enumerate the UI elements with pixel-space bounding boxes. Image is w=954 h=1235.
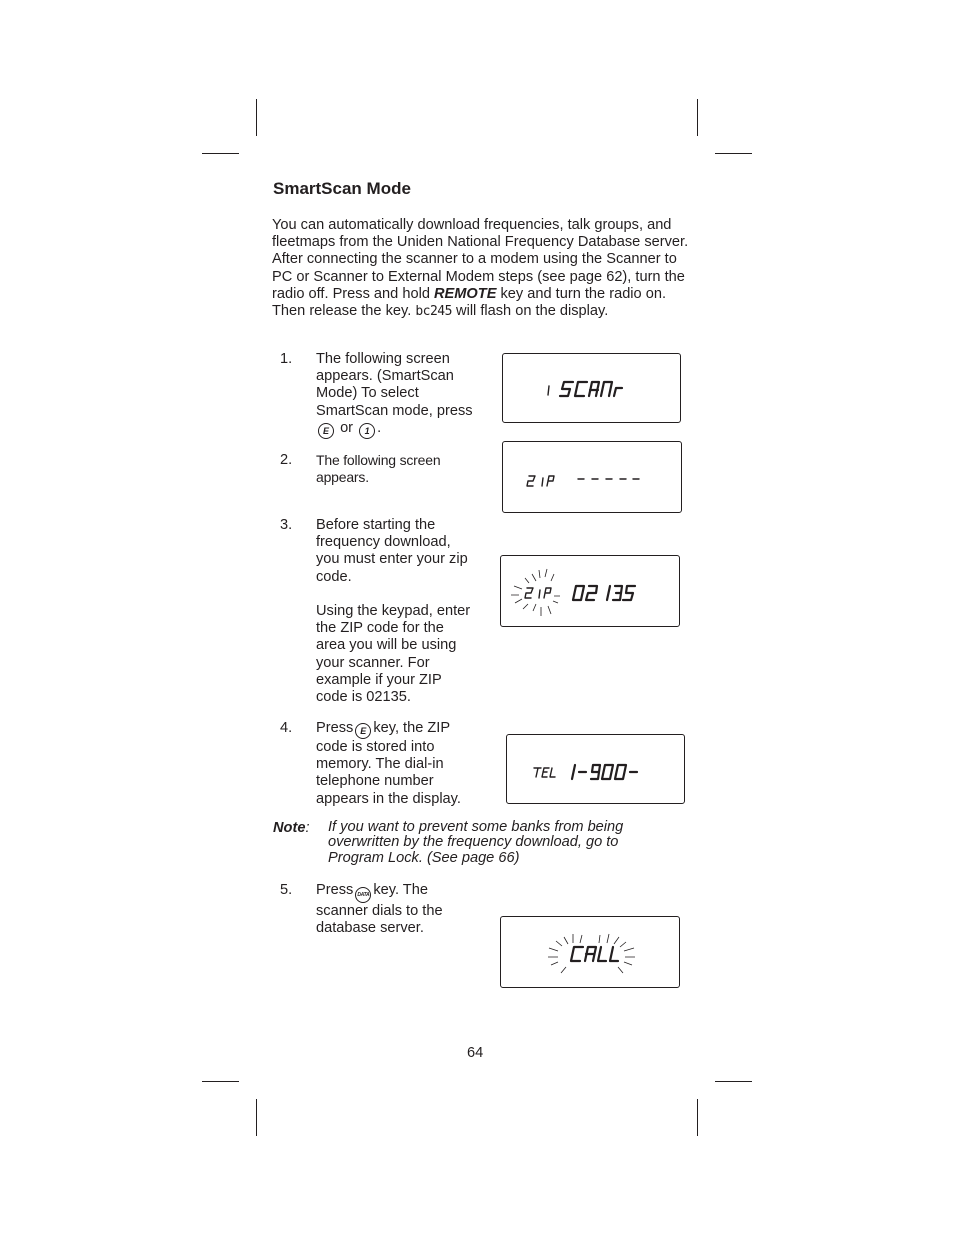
flash-rays-icon: [511, 569, 560, 616]
lcd-display-call: [500, 916, 680, 988]
step-number: 1.: [280, 351, 293, 367]
lcd-segment-graphic: [501, 917, 679, 987]
step-text-part: Press: [316, 720, 354, 736]
crop-mark: [202, 153, 239, 154]
step-number: 5.: [280, 882, 293, 898]
lcd-segment-graphic: [503, 354, 680, 422]
page-title: SmartScan Mode: [273, 179, 411, 198]
step-text-part: Press: [316, 882, 354, 898]
e-key-icon: E: [318, 423, 334, 439]
step-text-part: or: [340, 419, 354, 436]
step-text: [316, 351, 476, 439]
step-text: Using the keypad, enter the ZIP code for the area you will be using your scanner. For example if your ZIP code is 02135.: [316, 603, 471, 706]
step-text-part: The following screen appears. (SmartScan Mode) To select SmartScan mode, press: [316, 351, 473, 419]
crop-mark: [715, 1081, 752, 1082]
crop-mark: [715, 153, 752, 154]
lcd-segment-graphic: [501, 556, 679, 626]
note-label: Note:: [273, 820, 310, 836]
crop-mark: [697, 99, 698, 136]
step-text: Before starting the frequency download, you must enter your zip code.: [316, 517, 468, 585]
page-number: 64: [467, 1045, 484, 1061]
e-key-icon: E: [355, 723, 371, 739]
note-text: If you want to prevent some banks from being overwritten by the frequency download, go to Program Lock. (See page 66): [328, 819, 624, 866]
remote-key-label: REMOTE: [434, 285, 497, 302]
step-text: The following screen appears.: [316, 452, 441, 486]
intro-text: will flash on the display.: [456, 303, 609, 320]
crop-mark: [697, 1099, 698, 1136]
crop-mark: [256, 99, 257, 136]
lcd-display-zip-empty: [502, 441, 682, 513]
step-number: 4.: [280, 720, 293, 736]
step-text: [316, 720, 476, 808]
step-number: 3.: [280, 517, 293, 533]
note-label-text: Note: [273, 820, 306, 836]
lcd-display-zip-02135: [500, 555, 680, 627]
intro-paragraph: [272, 217, 692, 320]
lcd-segment-graphic: [507, 735, 684, 803]
step-text-part: key. The scanner dials to the database server.: [316, 882, 443, 937]
step-text: [316, 882, 476, 937]
crop-mark: [202, 1081, 239, 1082]
step-text-part: .: [377, 419, 382, 436]
intro-text: You can automatically download frequencies, talk groups, and fleetmaps from the Uniden National Frequency Database server. After connecting the scanner to a modem using the Scanner to PC or Scanner to External Modem steps (see page 62), turn the radio off. Press and hold: [272, 217, 689, 302]
one-key-icon: 1: [359, 423, 375, 439]
intro-text: key and turn the radio on. Then release the key.: [272, 285, 667, 320]
crop-mark: [256, 1099, 257, 1136]
lcd-display-tel: [506, 734, 685, 804]
lcd-inline-text: bc245: [415, 304, 452, 320]
step-text-part: key, the ZIP code is stored into memory. The dial-in telephone number appears in the display.: [316, 720, 461, 807]
data-key-icon: DATA: [355, 887, 371, 903]
step-number: 2.: [280, 452, 293, 468]
lcd-segment-graphic: [503, 442, 681, 512]
lcd-display-scanr: [502, 353, 681, 423]
